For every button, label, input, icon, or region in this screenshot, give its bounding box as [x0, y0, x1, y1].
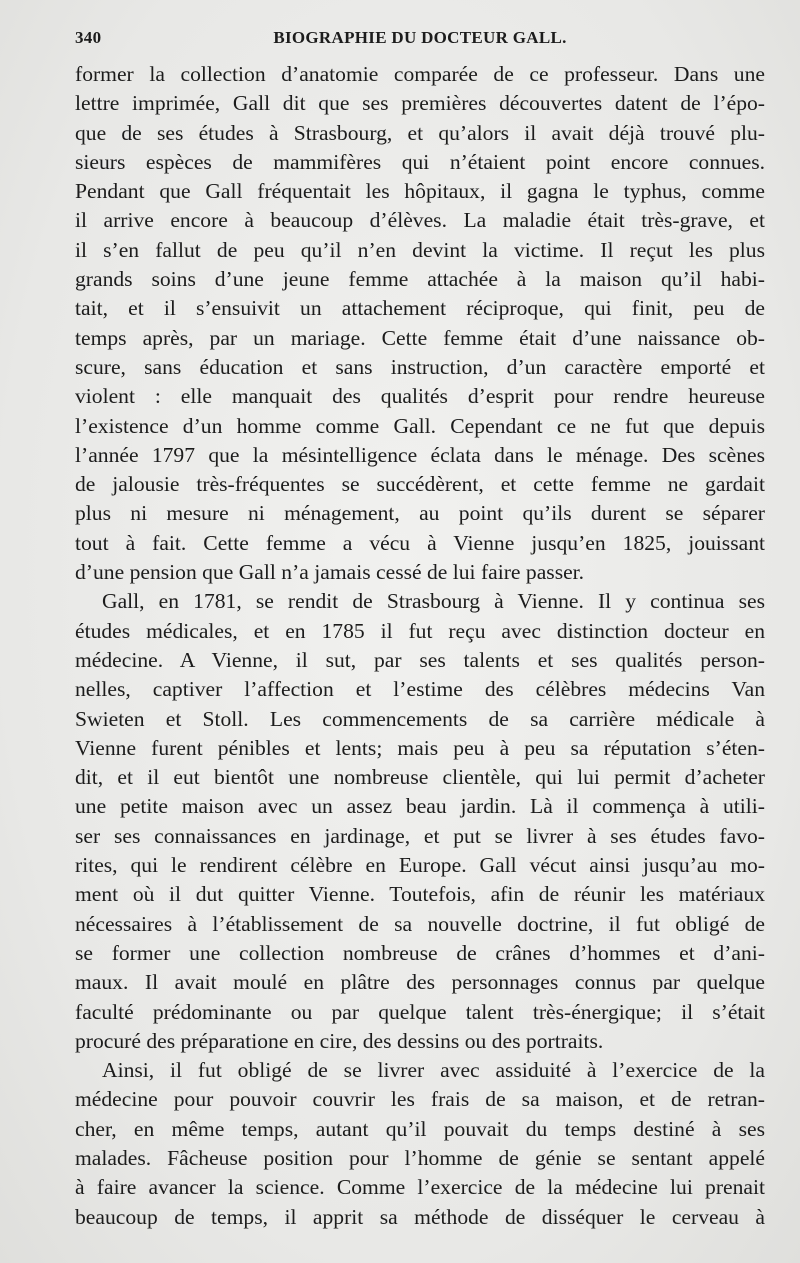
running-head-title: BIOGRAPHIE DU DOCTEUR GALL.: [273, 28, 567, 47]
text-line: nécessaires à l’établissement de sa nouvelle doctrine, il fut obligé de: [75, 911, 765, 936]
text-line: à faire avancer la science. Comme l’exercice de la médecine lui prenait: [75, 1175, 765, 1200]
text-line: grands soins d’une jeune femme attachée à la maison qu’il habi-: [75, 267, 765, 292]
text-line: l’existence d’un homme comme Gall. Cependant ce ne fut que depuis: [75, 413, 765, 438]
text-line: faculté prédominante ou par quelque talent très-énergique; il s’était: [75, 999, 765, 1024]
text-line: médecine pour pouvoir couvrir les frais de sa maison, et de retran-: [75, 1087, 765, 1112]
body-text: [75, 60, 765, 1232]
text-line: Ainsi, il fut obligé de se livrer avec assiduité à l’exercice de la: [102, 1058, 765, 1083]
text-line: lettre imprimée, Gall dit que ses premières découvertes datent de l’épo-: [75, 91, 765, 116]
text-line: procuré des préparatione en cire, des dessins ou des portraits.: [75, 1028, 604, 1053]
text-line: rites, qui le rendirent célèbre en Europe. Gall vécut ainsi jusqu’au mo-: [75, 853, 765, 878]
text-line: médecine. A Vienne, il sut, par ses talents et ses qualités person-: [75, 647, 765, 672]
text-line: nelles, captiver l’affection et l’estime des célèbres médecins Van: [75, 677, 765, 702]
text-line: beaucoup de temps, il apprit sa méthode de disséquer le cerveau à: [75, 1204, 765, 1229]
text-line: violent : elle manquait des qualités d’esprit pour rendre heureuse: [75, 384, 765, 409]
running-head: [75, 28, 765, 58]
text-line: Pendant que Gall fréquentait les hôpitaux, il gagna le typhus, comme: [75, 179, 765, 204]
text-line: d’une pension que Gall n’a jamais cessé de lui faire passer.: [75, 560, 585, 585]
text-line: ser ses connaissances en jardinage, et put se livrer à ses études favo-: [75, 823, 765, 848]
text-line: cher, en même temps, autant qu’il pouvait du temps destiné à ses: [75, 1116, 765, 1141]
text-line: Swieten et Stoll. Les commencements de sa carrière médicale à: [75, 706, 765, 731]
text-line: Gall, en 1781, se rendit de Strasbourg à Vienne. Il y continua ses: [102, 589, 765, 614]
page-number: 340: [75, 28, 102, 47]
text-line: maux. Il avait moulé en plâtre des personnages connus par quelque: [75, 970, 765, 995]
text-line: que de ses études à Strasbourg, et qu’alors il avait déjà trouvé plu-: [75, 120, 765, 145]
text-line: Vienne furent pénibles et lents; mais peu à peu sa réputation s’éten-: [75, 735, 765, 760]
text-line: tait, et il s’ensuivit un attachement réciproque, qui finit, peu de: [75, 296, 765, 321]
text-line: se former une collection nombreuse de crânes d’hommes et d’ani-: [75, 940, 765, 965]
text-line: malades. Fâcheuse position pour l’homme de génie se sentant appelé: [75, 1145, 765, 1170]
text-line: temps après, par un mariage. Cette femme était d’une naissance ob-: [75, 325, 765, 350]
text-line: il arrive encore à beaucoup d’élèves. La maladie était très-grave, et: [75, 208, 765, 233]
text-line: ment où il dut quitter Vienne. Toutefois, afin de réunir les matériaux: [75, 882, 765, 907]
text-line: l’année 1797 que la mésintelligence éclata dans le ménage. Des scènes: [75, 442, 765, 467]
text-line: une petite maison avec un assez beau jardin. Là il commença à utili-: [75, 794, 765, 819]
text-line: former la collection d’anatomie comparée de ce professeur. Dans une: [75, 62, 765, 86]
text-line: dit, et il eut bientôt une nombreuse clientèle, qui lui permit d’acheter: [75, 765, 765, 790]
text-line: études médicales, et en 1785 il fut reçu avec distinction docteur en: [75, 618, 765, 643]
text-line: de jalousie très-fréquentes se succédèrent, et cette femme ne gardait: [75, 472, 765, 497]
text-line: il s’en fallut de peu qu’il n’en devint la victime. Il reçut les plus: [75, 237, 765, 262]
text-line: plus ni mesure ni ménagement, au point qu’ils durent se séparer: [75, 501, 765, 526]
text-line: scure, sans éducation et sans instruction, d’un caractère emporté et: [75, 354, 765, 379]
text-line: sieurs espèces de mammifères qui n’étaient point encore connues.: [75, 149, 765, 174]
text-line: tout à fait. Cette femme a vécu à Vienne jusqu’en 1825, jouissant: [75, 530, 765, 555]
